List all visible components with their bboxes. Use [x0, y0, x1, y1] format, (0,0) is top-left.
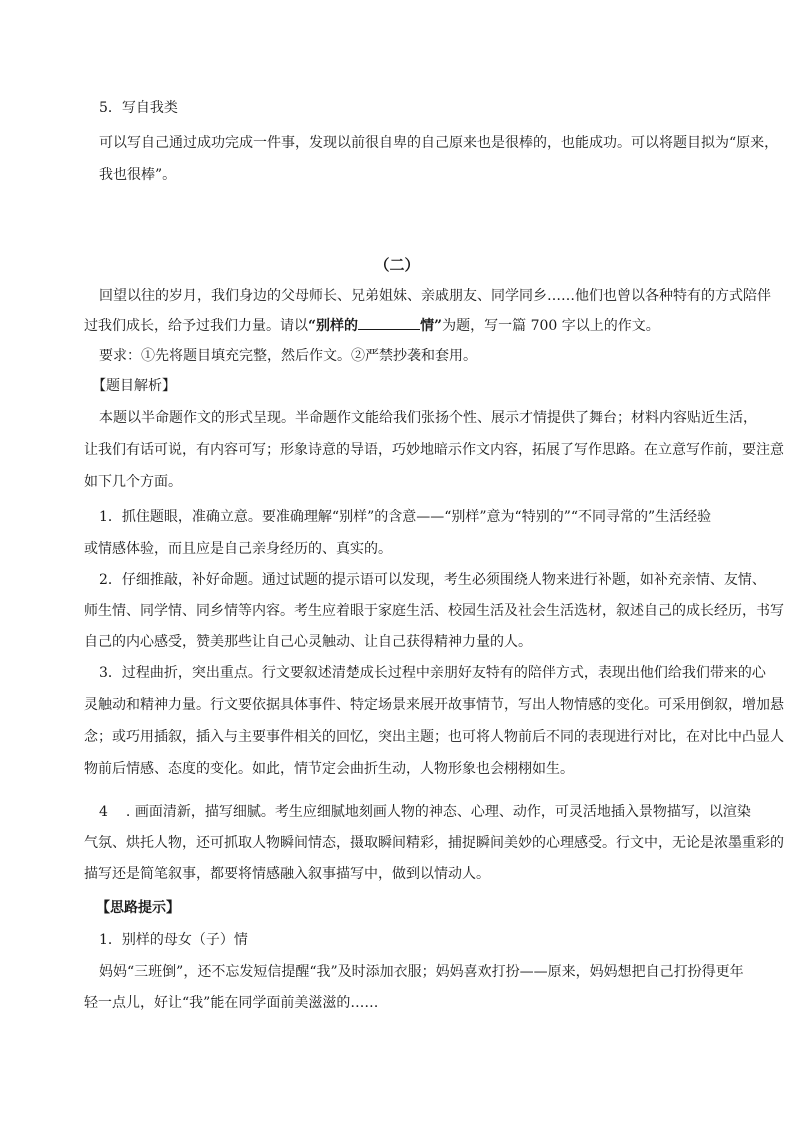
point2-line-2: 师生情、同学情、同乡情等内容。考生应着眼于家庭生活、校园生活及社会生活选材，叙述自己的成长经历，书写 [84, 603, 784, 619]
requirements: 要求：①先将题目填充完整，然后作文。②严禁抄袭和套用。 [99, 348, 477, 364]
hint-1-line-1: 妈妈“三班倒”，还不忘发短信提醒“我”及时添加衣服；妈妈喜欢打扮——原来，妈妈想把自己打扮得更年 [99, 964, 744, 980]
analysis-intro-line-3: 如下几个方面。 [84, 474, 182, 490]
section5-heading: 5．写自我类 [99, 100, 178, 116]
hint-1-title: 1．别样的母女（子）情 [99, 932, 248, 948]
point3-line-2: 灵触动和精神力量。行文要依据具体事件、特定场景来展开故事情节，写出人物情感的变化。可采用倒叙，增加悬 [84, 697, 784, 713]
analysis-heading: 【题目解析】 [92, 378, 176, 394]
point4-line-1-text: . 画面清新，描写细腻。考生应细腻地刻画人物的神态、心理、动作，可灵活地插入景物描写，以渲染 [125, 804, 751, 820]
topic-blank-line [358, 315, 420, 330]
hints-heading: 【思路提示】 [96, 900, 180, 916]
analysis-intro-line-1: 本题以半命题作文的形式呈现。半命题作文能给我们张扬个性、展示才情提供了舞台；材料内容贴近生活， [99, 410, 757, 426]
prompt-line-1: 回望以往的岁月，我们身边的父母师长、兄弟姐妹、亲戚朋友、同学同乡……他们也曾以各种特有的方式陪伴 [99, 288, 771, 304]
prompt-topic-suffix: 情” [420, 318, 443, 334]
point4-line-2: 气氛、烘托人物，还可抓取人物瞬间情态，摄取瞬间精彩，捕捉瞬间美妙的心理感受。行文中，无论是浓墨重彩的 [84, 835, 784, 851]
analysis-intro-line-2: 让我们有话可说，有内容可写；形象诗意的导语，巧妙地暗示作文内容，拓展了写作思路。在立意写作前，要注意 [84, 442, 784, 458]
point4-line-1 [99, 797, 751, 827]
point3-line-4: 物前后情感、态度的变化。如此，情节定会曲折生动，人物形象也会栩栩如生。 [84, 761, 574, 777]
hint-1-line-2: 轻一点儿，好让“我”能在同学面前美滋滋的…… [84, 995, 379, 1011]
prompt-line-2-suffix: 为题，写一篇 700 字以上的作文。 [442, 318, 660, 334]
point3-line-3: 念；或巧用插叙，插入与主要事件相关的回忆，突出主题；也可将人物前后不同的表现进行对比，在对比中凸显人 [84, 729, 784, 745]
prompt-topic-prefix: “别样的 [308, 318, 359, 334]
section5-line-2: 我也很棒”。 [99, 167, 177, 183]
point3-line-1: 3．过程曲折，突出重点。行文要叙述清楚成长过程中亲朋好友特有的陪伴方式，表现出他们给我们带来的心 [99, 665, 766, 681]
point1-line-1: 1．抓住题眼，准确立意。要准确理解“别样”的含意——“别样”意为“特别的”“不同寻常的”生活经验 [99, 509, 712, 525]
point1-line-2: 或情感体验，而且应是自己亲身经历的、真实的。 [84, 541, 392, 557]
point4-line-3: 描写还是简笔叙事，都要将情感融入叙事描写中，做到以情动人。 [84, 866, 490, 882]
part2-title: （二） [374, 256, 420, 274]
point4-number: 4 [99, 804, 108, 820]
section5-line-1: 可以写自己通过成功完成一件事，发现以前很自卑的自己原来也是很棒的，也能成功。可以将题目拟为“原来， [99, 135, 779, 151]
point2-line-3: 自己的内心感受，赞美那些让自己心灵触动、让自己获得精神力量的人。 [84, 634, 532, 650]
prompt-line-2 [84, 311, 660, 341]
point2-line-1: 2．仔细推敲，补好命题。通过试题的提示语可以发现，考生必须围绕人物来进行补题，如补充亲情、友情、 [99, 572, 766, 588]
prompt-line-2-prefix: 过我们成长，给予过我们力量。请以 [84, 318, 308, 334]
